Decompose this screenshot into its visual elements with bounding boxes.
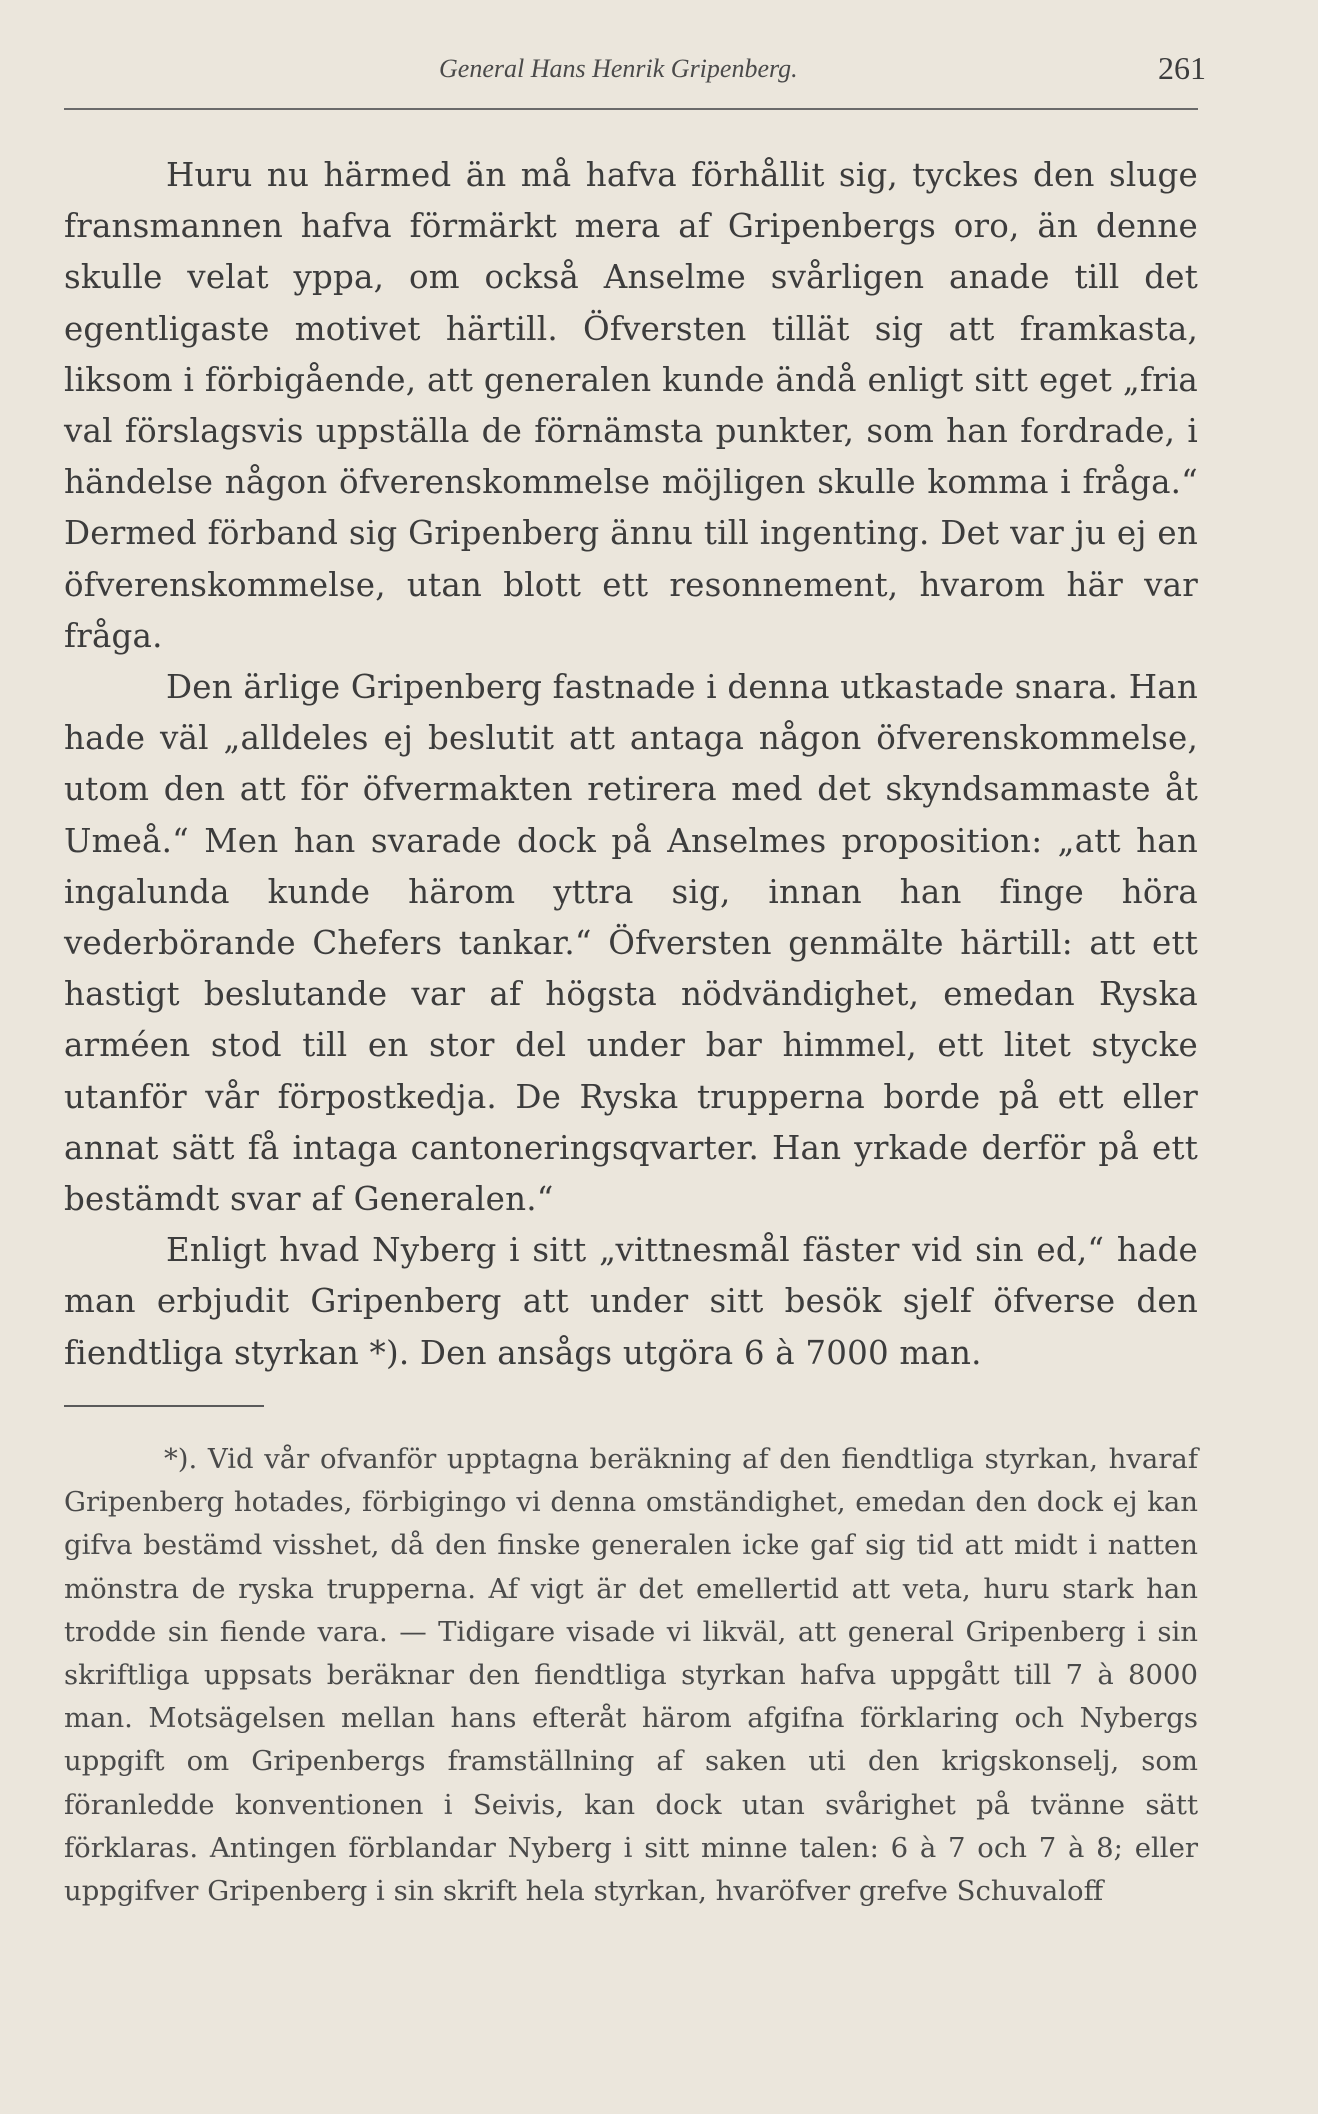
running-title: General Hans Henrik Gripenberg. (439, 54, 798, 83)
paragraph: Den ärlige Gripenberg fastnade i denna utkastade snara. Han hade väl „alldeles ej beslutit att antaga någon öfverenskommelse, utom den att för öfvermakten retirera med det skyndsammaste åt Umeå.“ Men han svarade dock på Anselmes proposition: „att han ingalunda kunde härom yttra sig, innan han finge höra vederbörande Chefers tankar.“ Öfversten genmälte härtill: att ett hastigt beslutande var af högsta nödvändighet, emedan Ryska arméen stod till en stor del under bar himmel, ett litet stycke utanför vår förpostkedja. De Ryska trupperna borde på ett eller annat sätt få intaga cantoneringsqvarter. Han yrkade derför på ett bestämdt svar af Generalen.“ (64, 668, 1198, 1219)
footnote-text: Vid vår ofvanför upptagna beräkning af den fiendtliga styrkan, hvaraf Gripenberg hotades, förbigingo vi denna omständighet, emedan den dock ej kan gifva bestämd visshet, då den finske generalen icke gaf sig tid att midt i natten mönstra de ryska trupperna. Af vigt är det emellertid att veta, huru stark han trodde sin fiende vara. — Tidigare visade vi likväl, att general Gripenberg i sin skriftliga uppsats beräknar den fiendtliga styrkan hafva uppgått till 7 à 8000 man. Motsägelsen mellan hans efteråt härom afgifna förklaring och Nybergs uppgift om Gripenbergs framställning af saken uti den krigskonselj, som föranledde konventionen i Seivis, kan dock utan svårighet på tvänne sätt förklaras. Antingen förblandar Nyberg i sitt minne talen: 6 à 7 och 7 à 8; eller uppgifver Gripenberg i sin skrift hela styrkan, hvaröfver grefve Schuvaloff (64, 1443, 1198, 1908)
main-text (64, 150, 1198, 1379)
running-head (64, 50, 1206, 90)
paragraph: Enligt hvad Nyberg i sitt „vittnesmål fäster vid sin ed,“ hade man erbjudit Gripenberg att under sitt besök sjelf öfverse den fiendtliga styrkan *). Den ansågs utgöra 6 à 7000 man. (64, 1231, 1198, 1372)
footnote-rule (64, 1405, 264, 1407)
page-number: 261 (1158, 50, 1206, 86)
header-rule (64, 108, 1198, 110)
footnote-marker: *). (164, 1443, 198, 1475)
footnote-paragraph (64, 1438, 1198, 1913)
footnote (64, 1438, 1198, 1913)
paragraph: Huru nu härmed än må hafva förhållit sig, tyckes den sluge fransmannen hafva förmärkt mera af Gripenbergs oro, än denne skulle velat yppa, om också Anselme svårligen anade till det egentligaste motivet härtill. Öfversten tillät sig att framkasta, liksom i förbigående, att generalen kunde ändå enligt sitt eget „fria val förslagsvis uppställa de förnämsta punkter, som han fordrade, i händelse någon öfverenskommelse möjligen skulle komma i fråga.“ Dermed förband sig Gripenberg ännu till ingenting. Det var ju ej en öfverenskommelse, utan blott ett resonnement, hvarom här var fråga. (64, 156, 1198, 655)
